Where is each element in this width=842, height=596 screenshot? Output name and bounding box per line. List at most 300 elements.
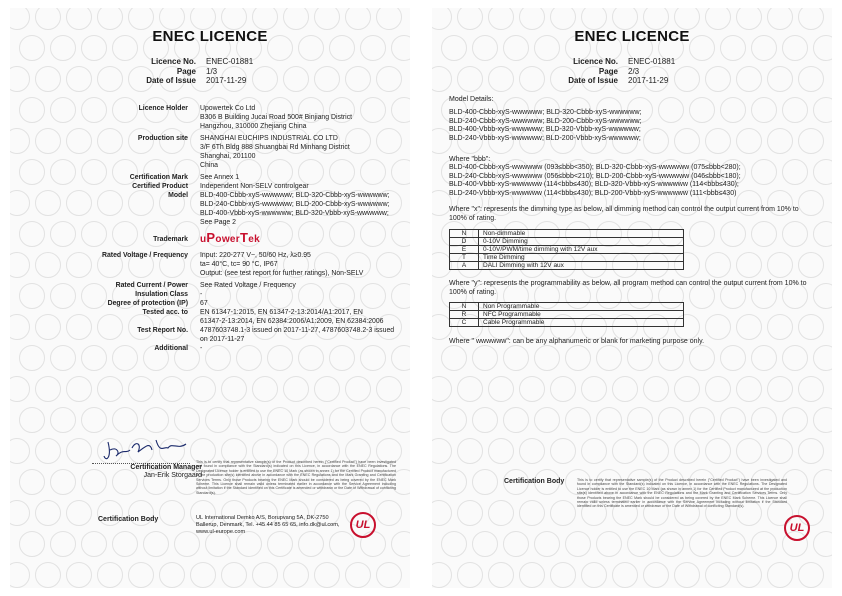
meta-label: Licence No. bbox=[151, 57, 196, 66]
field-label: Additional bbox=[154, 345, 188, 352]
watermark-circle bbox=[391, 407, 410, 433]
text-line: 4787603748.1-3 issued on 2017-11-27, 4787603748.2-3 issued bbox=[200, 327, 395, 334]
watermark-circle bbox=[190, 8, 216, 30]
watermark-circle bbox=[488, 500, 514, 526]
watermark-circle bbox=[360, 407, 386, 433]
watermark-circle bbox=[472, 345, 498, 371]
model-details-list bbox=[449, 109, 819, 143]
watermark-circle bbox=[689, 221, 715, 247]
watermark-circle bbox=[10, 562, 30, 588]
watermark-circle bbox=[35, 376, 61, 402]
table-row bbox=[450, 311, 684, 319]
watermark-circle bbox=[35, 562, 61, 588]
signatory bbox=[82, 464, 202, 480]
tested-standards bbox=[200, 308, 410, 326]
table-cell: Non Programmable bbox=[479, 303, 684, 311]
watermark-circle bbox=[503, 345, 529, 371]
watermark-circle bbox=[432, 562, 452, 588]
text-line: 61347-2-13:2014, EN 62384:2006/A1:2009, EN 62384:2006 bbox=[200, 318, 384, 325]
watermark-circle bbox=[798, 376, 824, 402]
watermark-circle bbox=[252, 376, 278, 402]
watermark-circle bbox=[457, 500, 483, 526]
watermark-circle bbox=[612, 438, 638, 464]
watermark-circle bbox=[143, 407, 169, 433]
table-cell: N bbox=[450, 230, 479, 238]
text-line: Ballerup, Denmark, Tel. +45 44 85 65 65, info.dk@ul.com, bbox=[196, 522, 340, 528]
watermark-circle bbox=[441, 531, 467, 557]
licence-holder bbox=[200, 104, 410, 131]
watermark-circle bbox=[35, 438, 61, 464]
watermark-circle bbox=[19, 531, 45, 557]
watermark-circle bbox=[159, 562, 185, 588]
watermark-circle bbox=[534, 345, 560, 371]
watermark-circle bbox=[19, 469, 45, 495]
watermark-circle bbox=[66, 500, 92, 526]
table-row bbox=[450, 238, 684, 246]
watermark-circle bbox=[19, 407, 45, 433]
watermark-circle bbox=[432, 438, 452, 464]
text-line: Where "y": represents the programmability as below, all program method can control the output current from 10% to bbox=[449, 280, 807, 287]
watermark-circle bbox=[798, 438, 824, 464]
watermark-circle bbox=[519, 500, 545, 526]
text-line: UL International Demko A/S, Borupvang 5A, DK-2750 bbox=[196, 515, 329, 521]
text-line: 100% of rating. bbox=[449, 288, 497, 296]
watermark-circle bbox=[596, 345, 622, 371]
watermark-circle bbox=[565, 531, 591, 557]
text-line: BLD-240-Cbbb-xyS-wwwwww; BLD-200-Cbbb-xyS-wwwwww; bbox=[200, 201, 390, 208]
production-site bbox=[200, 134, 410, 170]
watermark-circle bbox=[643, 376, 669, 402]
watermark-circle bbox=[112, 531, 138, 557]
watermark-circle bbox=[441, 469, 467, 495]
watermark-circle bbox=[767, 562, 793, 588]
field-label: Certification Mark bbox=[129, 174, 188, 181]
watermark-circle bbox=[112, 407, 138, 433]
watermark-circle bbox=[97, 562, 123, 588]
watermark-circle bbox=[736, 8, 762, 30]
text-line: Where "x": represents the dimming type as below, all dimming method can control the output current from 10% to bbox=[449, 206, 799, 213]
field-label: Certified Product bbox=[132, 183, 188, 190]
watermark-circle bbox=[472, 531, 498, 557]
bbb-heading: Where "bbb": bbox=[449, 156, 491, 163]
watermark-circle bbox=[50, 469, 76, 495]
watermark-circle bbox=[457, 562, 483, 588]
watermark-circle bbox=[596, 531, 622, 557]
watermark-circle bbox=[329, 407, 355, 433]
handwritten-signature bbox=[102, 436, 192, 464]
watermark-circle bbox=[798, 562, 824, 588]
watermark-circle bbox=[221, 376, 247, 402]
watermark-circle bbox=[472, 469, 498, 495]
watermark-circle bbox=[705, 376, 731, 402]
table-cell: D bbox=[450, 238, 479, 246]
watermark-circle bbox=[550, 438, 576, 464]
field-label: Rated Current / Power bbox=[115, 282, 188, 289]
field-label: Production site bbox=[137, 135, 188, 142]
watermark-circle bbox=[128, 376, 154, 402]
watermark-circle bbox=[736, 376, 762, 402]
watermark-circle bbox=[10, 438, 30, 464]
watermark-circle bbox=[35, 500, 61, 526]
text-line: BLD-240-Vbbb-xyS-wwwwww; BLD-200-Vbbb-xyS-wwwwww; bbox=[449, 134, 641, 142]
table-cell: 0-10V/PWM/time dimming with 12V aux bbox=[479, 246, 684, 254]
watermark-circle bbox=[674, 376, 700, 402]
watermark-circle bbox=[643, 8, 669, 30]
watermark-circle bbox=[736, 562, 762, 588]
table-cell: DALI Dimming with 12V aux bbox=[479, 262, 684, 270]
watermark-circle bbox=[798, 314, 824, 340]
watermark-circle bbox=[813, 407, 832, 433]
licence-number: ENEC-01881 bbox=[206, 57, 254, 66]
watermark-circle bbox=[252, 562, 278, 588]
licence-meta bbox=[432, 57, 832, 86]
logo-part: ek bbox=[248, 234, 260, 245]
watermark-circle bbox=[705, 314, 731, 340]
watermark-circle bbox=[298, 407, 324, 433]
watermark-circle bbox=[751, 345, 777, 371]
y-description bbox=[449, 280, 819, 297]
watermark-circle bbox=[612, 562, 638, 588]
watermark-circle bbox=[674, 562, 700, 588]
watermark-circle bbox=[519, 8, 545, 30]
bbb-ranges bbox=[449, 164, 819, 198]
watermark-circle bbox=[457, 8, 483, 30]
licence-page-2 bbox=[432, 8, 832, 588]
watermark-circle bbox=[751, 221, 777, 247]
watermark-circle bbox=[252, 8, 278, 30]
watermark-circle bbox=[190, 562, 216, 588]
text-line: on 2017-11-27 bbox=[200, 336, 245, 343]
watermark-circle bbox=[658, 345, 684, 371]
watermark-circle bbox=[128, 8, 154, 30]
watermark-circle bbox=[550, 500, 576, 526]
watermark-circle bbox=[190, 376, 216, 402]
text-line: 3/F 6Th Bldg 888 Shuangbai Rd Minhang District bbox=[200, 144, 350, 151]
watermark-circle bbox=[128, 562, 154, 588]
watermark-circle bbox=[643, 562, 669, 588]
table-cell: NFC Programmable bbox=[479, 311, 684, 319]
watermark-circle bbox=[798, 8, 824, 30]
ip-rating: 67 bbox=[200, 300, 208, 307]
watermark-circle bbox=[767, 314, 793, 340]
watermark-circle bbox=[674, 8, 700, 30]
text-line: BLD-240-Cbbb-xyS-wwwwww; BLD-200-Cbbb-xyS-wwwwww; bbox=[449, 117, 642, 125]
table-row bbox=[450, 319, 684, 327]
watermark-circle bbox=[813, 531, 832, 557]
field-label: Tested acc. to bbox=[142, 309, 188, 316]
watermark-circle bbox=[205, 407, 231, 433]
watermark-circle bbox=[35, 8, 61, 30]
page-number: 2/3 bbox=[628, 66, 640, 76]
text-line: BLD-400-Vbbb-xyS-wwwwww (114<bbb≤430); BLD-320-Vbbb-xyS-wwwwww (114<bbb≤430); bbox=[449, 181, 739, 189]
watermark-circle bbox=[503, 407, 529, 433]
field-label: Rated Voltage / Frequency bbox=[101, 252, 188, 259]
watermark-circle bbox=[612, 376, 638, 402]
certified-product: Independent Non-SELV controlgear bbox=[200, 183, 309, 190]
field-label: Licence Holder bbox=[138, 105, 188, 112]
meta-label: Date of Issue bbox=[146, 76, 196, 85]
watermark-circle bbox=[782, 407, 808, 433]
watermark-circle bbox=[376, 562, 402, 588]
certification-body-label: Certification Body bbox=[504, 478, 565, 485]
watermark-circle bbox=[550, 376, 576, 402]
field-label: Test Report No. bbox=[137, 327, 188, 334]
watermark-circle bbox=[81, 531, 107, 557]
watermark-circle bbox=[97, 8, 123, 30]
watermark-circle bbox=[66, 562, 92, 588]
watermark-circle bbox=[376, 500, 402, 526]
watermark-circle bbox=[10, 8, 30, 30]
model-list bbox=[200, 191, 410, 227]
dimming-table bbox=[449, 229, 684, 270]
certification-body-label: Certification Body bbox=[98, 516, 159, 523]
watermark-circle bbox=[503, 531, 529, 557]
watermark-circle bbox=[472, 407, 498, 433]
watermark-circle bbox=[689, 407, 715, 433]
watermark-circle bbox=[627, 345, 653, 371]
text-line: China bbox=[200, 162, 219, 169]
table-cell: C bbox=[450, 319, 479, 327]
licence-page-1 bbox=[10, 8, 410, 588]
table-row bbox=[450, 246, 684, 254]
text-line: BLD-240-Vbbb-xyS-wwwwww (114<bbb≤430); BLD-200-Vbbb-xyS-wwwwww (111<bbb≤430) bbox=[449, 189, 737, 197]
meta-label: Licence No. bbox=[573, 57, 618, 66]
table-cell: E bbox=[450, 246, 479, 254]
model-details-heading: Model Details: bbox=[449, 96, 494, 103]
rated-voltage bbox=[200, 251, 410, 278]
watermark-circle bbox=[236, 407, 262, 433]
text-line: B306 B Building Jucai Road 500# Binjiang District bbox=[200, 114, 353, 121]
watermark-circle bbox=[345, 376, 371, 402]
certification-body-address bbox=[196, 515, 356, 536]
legal-fine-print: This is to certify that representative sample(s) of the Product described herein ("Certified Product") have been investigated and found in compliance with the Standard(s) indicated on this Licence, in accordance with the ENEC Regulations. The Designated Licence holder is entitled to use the ENEC 10 Mark (as shown in annex 1) for the Certified Product manufactured at the production site(s) identified above in accordance with the ENEC Regulations and the Mark Granting and Certification Services Terms. Only those Products bearing the ENEC Mark should be considered as being covered by the ENEC Mark Scheme. This Licence shall remain valid unless terminated earlier in accordance with the Service Agreement including without limitation if the Standard identified on this Certificate is amended or withdrawn or the Date of Withdrawal of conflicting Standard(s). bbox=[577, 478, 787, 509]
watermark-circle bbox=[283, 376, 309, 402]
watermark-circle bbox=[581, 376, 607, 402]
watermark-circle bbox=[813, 345, 832, 371]
watermark-circle bbox=[345, 8, 371, 30]
watermark-circle bbox=[627, 531, 653, 557]
watermark-circle bbox=[432, 8, 452, 30]
logo-part: T bbox=[239, 230, 249, 245]
watermark-circle bbox=[720, 221, 746, 247]
watermark-circle bbox=[658, 531, 684, 557]
watermark-circle bbox=[534, 531, 560, 557]
table-row bbox=[450, 254, 684, 262]
page-title: ENEC LICENCE bbox=[152, 28, 268, 45]
watermark-circle bbox=[705, 438, 731, 464]
watermark-circle bbox=[314, 8, 340, 30]
watermark-circle bbox=[720, 531, 746, 557]
watermark-circle bbox=[488, 438, 514, 464]
additional-info: - bbox=[200, 345, 203, 352]
text-line: BLD-400-Cbbb-xyS-wwwwww; BLD-320-Cbbb-xyS-wwwwww; bbox=[449, 109, 642, 116]
watermark-circle bbox=[221, 8, 247, 30]
watermark-circle bbox=[81, 407, 107, 433]
table-cell: T bbox=[450, 254, 479, 262]
field-label: Degree of protection (IP) bbox=[107, 300, 188, 307]
watermark-circle bbox=[705, 562, 731, 588]
watermark-circle bbox=[813, 221, 832, 247]
watermark-circle bbox=[782, 345, 808, 371]
watermark-circle bbox=[674, 438, 700, 464]
table-row bbox=[450, 230, 684, 238]
text-line: EN 61347-1:2015, EN 61347-2-13:2014/A1:2017, EN bbox=[200, 309, 363, 316]
watermark-circle bbox=[519, 438, 545, 464]
watermark-circle bbox=[488, 562, 514, 588]
watermark-circle bbox=[565, 407, 591, 433]
watermark-circle bbox=[488, 376, 514, 402]
licence-number: ENEC-01881 bbox=[628, 57, 676, 66]
table-row bbox=[450, 262, 684, 270]
watermark-circle bbox=[581, 438, 607, 464]
text-line: SHANGHAI EUCHIPS INDUSTRIAL CO LTD bbox=[200, 135, 338, 142]
watermark-circle bbox=[488, 8, 514, 30]
watermark-circle bbox=[221, 562, 247, 588]
watermark-circle bbox=[581, 562, 607, 588]
text-line: Input: 220-277 V~, 50/60 Hz, λ≥0.95 bbox=[200, 252, 311, 259]
table-cell: A bbox=[450, 262, 479, 270]
text-line: ta= 40°C, tc= 90 °C, IP67 bbox=[200, 261, 278, 268]
watermark-circle bbox=[705, 8, 731, 30]
legal-fine-print: This is to certify that representative sample(s) of the Product described herein ("Certified Product") have been investigated and found in compliance with the Standard(s) indicated on this Licence, in accordance with the ENEC Regulations. The Designated Licence holder is entitled to use the ENEC 10 Mark (as shown in annex 1) for the Certified Product manufactured at the production site(s) identified above in accordance with the ENEC Regulations and the Mark Granting and Certification Services Terms. Only those Products bearing the ENEC Mark should be considered as being covered by the ENEC Mark Scheme. This Licence shall remain valid unless terminated earlier in accordance with the Service Agreement including without limitation if the Standard identified on this Certificate is amended or withdrawn or the Date of Withdrawal of conflicting Standard(s). bbox=[196, 460, 396, 495]
trademark-logo bbox=[200, 230, 410, 245]
watermark-circle bbox=[813, 469, 832, 495]
watermark-circle bbox=[66, 438, 92, 464]
watermark-circle bbox=[751, 531, 777, 557]
insulation-class: - bbox=[200, 291, 203, 298]
watermark-circle bbox=[432, 500, 452, 526]
table-cell: Time Dimming bbox=[479, 254, 684, 262]
field-label: Trademark bbox=[153, 236, 188, 243]
watermark-circle bbox=[457, 438, 483, 464]
text-line: Hangzhou, 310000 Zhejiang China bbox=[200, 123, 307, 130]
watermark-circle bbox=[50, 531, 76, 557]
watermark-circle bbox=[612, 8, 638, 30]
watermark-circle bbox=[782, 221, 808, 247]
table-cell: N bbox=[450, 303, 479, 311]
rated-current: See Rated Voltage / Frequency bbox=[200, 282, 296, 289]
watermark-circle bbox=[519, 562, 545, 588]
watermark-circle bbox=[174, 407, 200, 433]
watermark-circle bbox=[720, 345, 746, 371]
x-description bbox=[449, 206, 819, 223]
watermark-circle bbox=[159, 8, 185, 30]
text-line: BLD-240-Cbbb-xyS-wwwwww (056≤bbb<210); BLD-200-Cbbb-xyS-wwwwww (046≤bbb<180); bbox=[449, 172, 741, 180]
watermark-circle bbox=[50, 407, 76, 433]
text-line: BLD-400-Vbbb-xyS-wwwwww; BLD-320-Vbbb-xyS-wwwwww; bbox=[449, 126, 641, 134]
watermark-circle bbox=[581, 8, 607, 30]
watermark-circle bbox=[565, 345, 591, 371]
logo-part: u bbox=[200, 234, 207, 245]
watermark-circle bbox=[66, 8, 92, 30]
logo-part: ower bbox=[215, 234, 240, 245]
ul-logo: UL bbox=[350, 512, 376, 538]
watermark-circle bbox=[720, 407, 746, 433]
table-cell: Cable Programmable bbox=[479, 319, 684, 327]
test-report-number bbox=[200, 326, 410, 344]
watermark-circle bbox=[441, 345, 467, 371]
watermark-circle bbox=[159, 500, 185, 526]
watermark-circle bbox=[314, 376, 340, 402]
table-cell: 0-10V Dimming bbox=[479, 238, 684, 246]
page-title: ENEC LICENCE bbox=[574, 28, 690, 45]
watermark-circle bbox=[767, 438, 793, 464]
watermark-circle bbox=[767, 376, 793, 402]
meta-label: Page bbox=[176, 66, 196, 76]
w-description: Where " wwwwww": can be any alphanumeric or blank for marketing purpose only. bbox=[449, 338, 705, 345]
text-line: Output: (see test report for further ratings), Non-SELV bbox=[200, 270, 364, 277]
watermark-circle bbox=[345, 562, 371, 588]
meta-label: Page bbox=[598, 66, 618, 76]
watermark-circle bbox=[736, 438, 762, 464]
watermark-circle bbox=[767, 8, 793, 30]
watermark-circle bbox=[267, 407, 293, 433]
signatory-name: Jan-Erik Storgaard bbox=[143, 472, 202, 479]
watermark-circle bbox=[143, 531, 169, 557]
watermark-circle bbox=[736, 252, 762, 278]
watermark-circle bbox=[97, 376, 123, 402]
watermark-circle bbox=[736, 314, 762, 340]
text-line: 100% of rating. bbox=[449, 214, 497, 222]
text-line: www.ul-europe.com bbox=[196, 529, 246, 535]
watermark-circle bbox=[689, 345, 715, 371]
text-line: Shanghai, 201100 bbox=[200, 153, 256, 160]
text-line: See Page 2 bbox=[200, 219, 237, 226]
watermark-circle bbox=[10, 500, 30, 526]
watermark-circle bbox=[627, 407, 653, 433]
watermark-circle bbox=[376, 376, 402, 402]
watermark-circle bbox=[283, 8, 309, 30]
issue-date: 2017-11-29 bbox=[628, 76, 669, 85]
watermark-circle bbox=[767, 252, 793, 278]
text-line: BLD-400-Vbbb-xyS-wwwwww; BLD-320-Vbbb-xyS-wwwwww; bbox=[200, 210, 389, 217]
meta-label: Date of Issue bbox=[568, 76, 618, 85]
logo-part: P bbox=[206, 230, 216, 245]
watermark-circle bbox=[10, 376, 30, 402]
watermark-circle bbox=[596, 407, 622, 433]
field-label: Insulation Class bbox=[135, 291, 188, 298]
watermark-circle bbox=[798, 252, 824, 278]
watermark-circle bbox=[519, 376, 545, 402]
watermark-circle bbox=[432, 376, 452, 402]
licence-meta bbox=[10, 57, 410, 86]
field-label: Model bbox=[168, 192, 188, 199]
ul-logo: UL bbox=[784, 515, 810, 541]
watermark-circle bbox=[391, 531, 410, 557]
text-line: Upowertek Co Ltd bbox=[200, 105, 256, 112]
certification-mark: See Annex 1 bbox=[200, 174, 240, 181]
watermark-circle bbox=[457, 376, 483, 402]
licence-fields bbox=[10, 104, 410, 353]
watermark-circle bbox=[534, 407, 560, 433]
issue-date: 2017-11-29 bbox=[206, 76, 247, 85]
watermark-circle bbox=[643, 438, 669, 464]
watermark-circle bbox=[689, 531, 715, 557]
watermark-circle bbox=[550, 562, 576, 588]
watermark-circle bbox=[376, 8, 402, 30]
watermark-circle bbox=[441, 407, 467, 433]
table-cell: Non-dimmable bbox=[479, 230, 684, 238]
watermark-circle bbox=[751, 407, 777, 433]
watermark-circle bbox=[66, 376, 92, 402]
signatory-role: Certification Manager bbox=[130, 464, 202, 471]
watermark-circle bbox=[159, 376, 185, 402]
watermark-circle bbox=[550, 8, 576, 30]
watermark-circle bbox=[314, 562, 340, 588]
watermark-circle bbox=[658, 407, 684, 433]
page-number: 1/3 bbox=[206, 66, 218, 76]
watermark-circle bbox=[283, 562, 309, 588]
